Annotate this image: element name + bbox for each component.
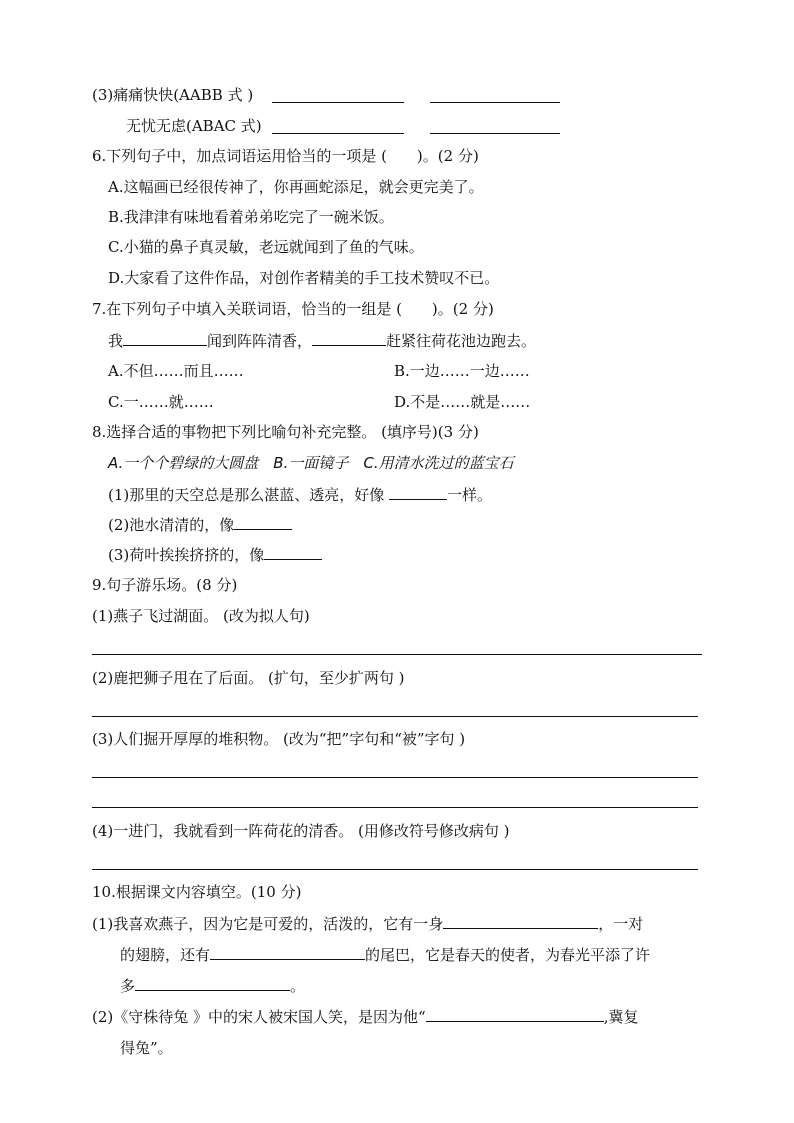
q10-item-2-line-2: 得兔”。 <box>120 1039 173 1057</box>
answer-blank[interactable] <box>135 975 290 991</box>
q9-item-3: (3)人们掘开厚厚的堆积物。 (改为“把”字句和“被”字句 ) <box>92 730 466 748</box>
answer-line[interactable] <box>92 869 698 870</box>
q10-text: 的翅膀，还有 <box>120 946 211 964</box>
q5-item-3-label: (3)痛痛快快(AABB 式 ) <box>92 86 254 104</box>
q7-sentence-part: 赶紧往荷花池边跑去。 <box>386 332 537 350</box>
q10-text: (1)我喜欢燕子，因为它是可爱的，活泼的，它有一身 <box>92 915 444 933</box>
q6-option-b: B.我津津有味地看着弟弟吃完了一碗米饭。 <box>108 208 394 226</box>
answer-blank[interactable] <box>430 118 560 134</box>
q7-option-c: C.一……就…… <box>108 393 214 411</box>
q9-item-4: (4)一进门，我就看到一阵荷花的清香。 (用修改符号修改病句 ) <box>92 822 510 840</box>
q9-title: 9.句子游乐场。(8 分) <box>92 576 238 594</box>
q7-title: 7.在下列句子中填入关联词语，恰当的一组是 ( )。(2 分) <box>92 300 494 318</box>
answer-blank[interactable] <box>264 544 322 560</box>
q9-item-2: (2)鹿把狮子甩在了后面。 (扩句，至少扩两句 ) <box>92 669 405 687</box>
q7-sentence-part: 我 <box>108 332 124 350</box>
q8-item-text: (1)那里的天空总是那么湛蓝、透亮，好像 <box>108 486 390 504</box>
q8-choices: A.一个个碧绿的大圆盘 B.一面镜子 C.用清水洗过的蓝宝石 <box>108 454 514 472</box>
answer-blank[interactable] <box>234 514 292 530</box>
answer-line[interactable] <box>92 716 698 717</box>
q8-item-text: 一样。 <box>447 486 493 504</box>
q7-option-b: B.一边……一边…… <box>394 362 530 380</box>
q6-option-c: C.小猫的鼻子真灵敏，老远就闻到了鱼的气味。 <box>108 238 424 256</box>
answer-line[interactable] <box>92 777 698 778</box>
answer-blank[interactable] <box>123 330 207 346</box>
answer-blank[interactable] <box>443 913 598 929</box>
q8-item-2 <box>108 514 292 535</box>
q5-item-3 <box>92 85 253 105</box>
q10-item-1-line-3 <box>120 975 305 996</box>
q8-item-1 <box>108 484 492 505</box>
answer-blank[interactable] <box>426 1006 604 1022</box>
answer-line[interactable] <box>92 654 702 655</box>
q5-item-4 <box>126 116 262 136</box>
q10-text: 多 <box>120 977 136 995</box>
q8-item-text: (2)池水清清的，像 <box>108 516 235 534</box>
q10-item-2-line-1 <box>92 1006 638 1027</box>
q8-item-text: (3)荷叶挨挨挤挤的，像 <box>108 546 265 564</box>
q10-item-1-line-2 <box>120 944 650 965</box>
q10-title: 10.根据课文内容填空。(10 分) <box>92 883 302 901</box>
q10-text: ，一对 <box>598 915 644 933</box>
answer-blank[interactable] <box>430 87 560 103</box>
q7-option-a: A.不但……而且…… <box>108 362 244 380</box>
q7-sentence-part: 闻到阵阵清香， <box>207 332 313 350</box>
answer-blank[interactable] <box>389 484 447 500</box>
answer-blank[interactable] <box>312 330 386 346</box>
q8-item-3 <box>108 544 322 565</box>
q8-title: 8.选择合适的事物把下列比喻句补充完整。 (填序号)(3 分) <box>92 423 479 441</box>
q10-text: 。 <box>290 977 306 995</box>
q7-option-d: D.不是……就是…… <box>394 393 531 411</box>
q10-text: ,冀复 <box>603 1008 639 1026</box>
q9-item-1: (1)燕子飞过湖面。 (改为拟人句) <box>92 607 310 625</box>
q6-option-d: D.大家看了这件作品，对创作者精美的手工技术赞叹不已。 <box>108 269 500 287</box>
q5-item-4-label: 无忧无虑(ABAC 式) <box>126 117 262 135</box>
answer-blank[interactable] <box>272 87 404 103</box>
answer-line[interactable] <box>92 807 698 808</box>
q10-item-1-line-1 <box>92 913 643 934</box>
answer-blank[interactable] <box>272 118 404 134</box>
q10-text: (2)《守株待兔 》中的宋人被宋国人笑，是因为他“ <box>92 1008 426 1026</box>
q10-text: 的尾巴，它是春天的使者，为春光平添了许 <box>365 946 651 964</box>
q6-title: 6.下列句子中，加点词语运用恰当的一项是 ( )。(2 分) <box>92 147 479 165</box>
answer-blank[interactable] <box>210 944 365 960</box>
q7-sentence <box>108 330 536 351</box>
q6-option-a: A.这幅画已经很传神了，你再画蛇添足，就会更完美了。 <box>108 178 484 196</box>
